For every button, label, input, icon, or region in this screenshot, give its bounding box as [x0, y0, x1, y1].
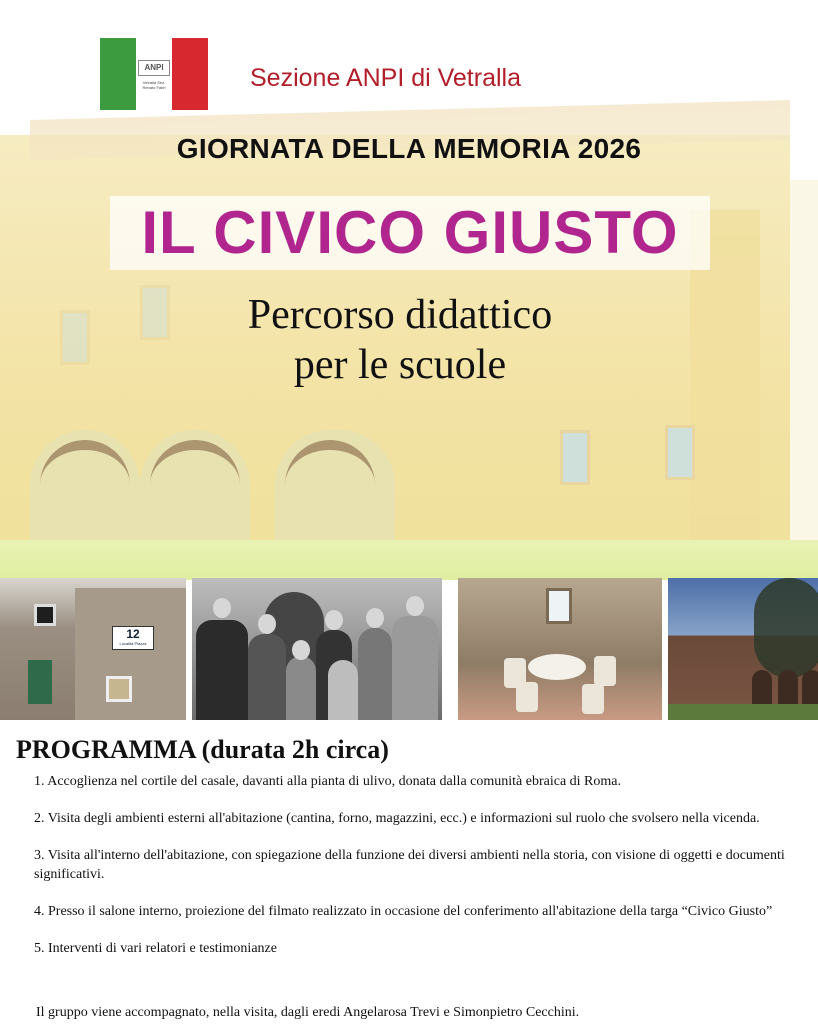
- memorial-plaque: [106, 676, 132, 702]
- house-number: 12: [126, 627, 140, 641]
- family-member: [392, 616, 438, 720]
- family-member-head: [325, 610, 343, 630]
- main-title: IL CIVICO GIUSTO: [110, 196, 710, 270]
- programme-item: 5. Interventi di vari relatori e testimonianze: [34, 941, 277, 956]
- photo-arch: [752, 670, 772, 704]
- subtitle-line-1: Percorso didattico: [247, 292, 553, 338]
- programme-heading: PROGRAMMA (durata 2h circa): [16, 735, 389, 764]
- photo-strip: [0, 578, 818, 720]
- photo-house-plaque: [0, 578, 186, 720]
- photo-window: [34, 604, 56, 626]
- hero-window: [60, 310, 90, 365]
- photo-door: [28, 660, 52, 704]
- family-member-head: [366, 608, 384, 628]
- flag-red-band: [172, 38, 208, 110]
- family-member-head: [258, 614, 276, 634]
- anpi-logo: ANPI: [138, 60, 170, 76]
- italian-flag-logo: [100, 38, 208, 110]
- closing-note: Il gruppo viene accompagnato, nella visita, dagli eredi Angelarosa Trevi e Simonpietro Cecchini.: [36, 1005, 580, 1020]
- family-member-head: [406, 596, 424, 616]
- subtitle: [150, 290, 650, 390]
- hero-window: [560, 430, 590, 485]
- photo-arch: [778, 670, 798, 704]
- photo-chair: [594, 656, 616, 686]
- photo-chair: [516, 682, 538, 712]
- photo-family-historic: [192, 578, 442, 720]
- family-member: [358, 628, 392, 720]
- photo-interior-room: [458, 578, 662, 720]
- photo-tree: [754, 578, 818, 678]
- organization-name: Sezione ANPI di Vetralla: [250, 64, 521, 92]
- photo-chair: [582, 684, 604, 714]
- programme-item: 2. Visita degli ambienti esterni all'abitazione (cantina, forno, magazzini, ecc.) e informazioni sul ruolo che svolsero nella vicenda.: [34, 811, 760, 826]
- photo-arch: [802, 670, 818, 704]
- family-member-head: [213, 598, 231, 618]
- house-street: Località Piazza: [119, 641, 147, 646]
- programme-item: 4. Presso il salone interno, proiezione del filmato realizzato in occasione del conferimento all'abitazione della targa “Civico Giusto”: [34, 904, 773, 919]
- family-member-head: [292, 640, 310, 660]
- family-member: [286, 656, 316, 720]
- flag-green-band: [100, 38, 136, 110]
- photo-window: [546, 588, 572, 624]
- subtitle-line-2: per le scuole: [293, 342, 507, 388]
- family-member: [328, 660, 358, 720]
- photo-house-exterior: [668, 578, 818, 720]
- event-title: GIORNATA DELLA MEMORIA 2026: [176, 133, 642, 164]
- photo-lawn: [668, 704, 818, 720]
- photo-round-table: [528, 654, 586, 680]
- house-number-plate: [112, 626, 154, 650]
- programme-item: 3. Visita all'interno dell'abitazione, con spiegazione della funzione dei diversi ambienti nella storia, con visione di oggetti e documenti significativi.: [34, 848, 785, 882]
- hero-window: [665, 425, 695, 480]
- programme-list: [34, 772, 794, 976]
- programme-item: 1. Accoglienza nel cortile del casale, davanti alla pianta di ulivo, donata dalla comunità ebraica di Roma.: [34, 774, 621, 789]
- family-member: [248, 634, 286, 720]
- flag-white-band: [136, 38, 172, 110]
- hero-grass: [0, 540, 818, 580]
- anpi-logo-subtitle: Vetralla Sez. Renato Fabri: [142, 80, 166, 90]
- family-member: [196, 620, 248, 720]
